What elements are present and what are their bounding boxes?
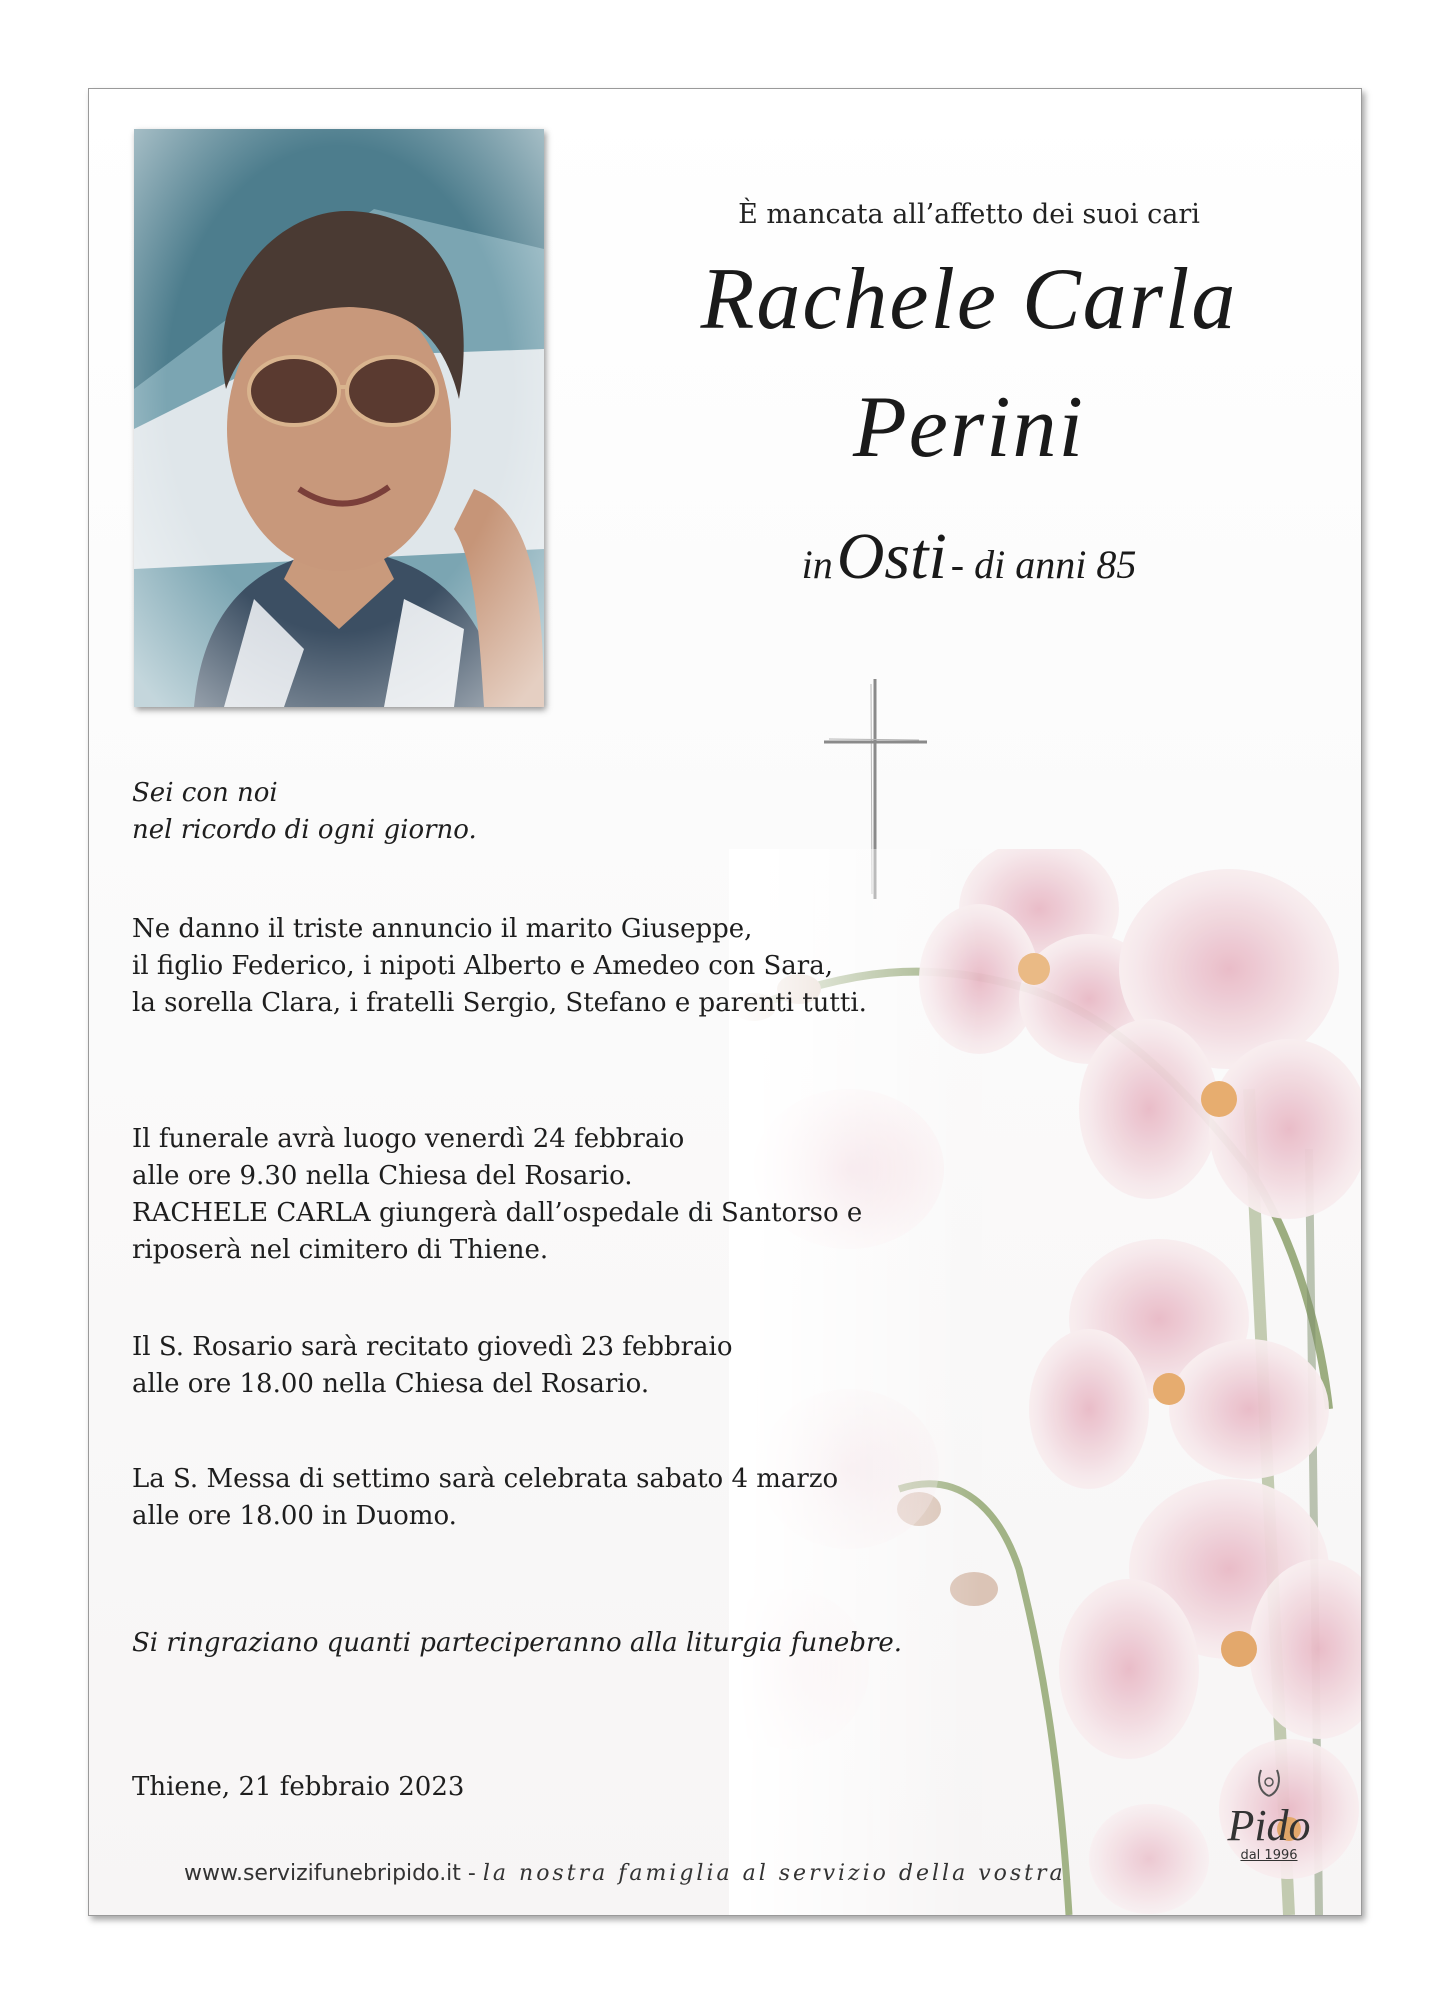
- married-name-line: [609, 519, 1329, 595]
- family-announcement: [132, 911, 867, 1022]
- funeral-line: RACHELE CARLA giungerà dall’ospedale di Santorso e: [132, 1198, 863, 1228]
- mass-line: La S. Messa di settimo sarà celebrata sabato 4 marzo: [132, 1464, 839, 1494]
- footer-separator: -: [460, 1861, 483, 1886]
- rosary-details: [132, 1329, 733, 1403]
- website-link[interactable]: www.servizifunebripido.it: [184, 1861, 461, 1886]
- funeral-line: Il funerale avrà luogo venerdì 24 febbraio: [132, 1124, 685, 1154]
- announcement-line: la sorella Clara, i fratelli Sergio, Stefano e parenti tutti.: [132, 988, 867, 1018]
- married-prefix: in: [801, 542, 833, 587]
- dedication-line: nel ricordo di ogni giorno.: [132, 815, 477, 845]
- wreath-icon: [1254, 1764, 1284, 1800]
- deceased-first-names: Rachele Carla: [700, 251, 1238, 348]
- mass-line: alle ore 18.00 in Duomo.: [132, 1501, 457, 1531]
- intro-text: È mancata all’affetto dei suoi cari: [738, 199, 1200, 230]
- dedication-verse: [132, 775, 477, 849]
- rosary-line: alle ore 18.00 nella Chiesa del Rosario.: [132, 1369, 650, 1399]
- place-and-date: Thiene, 21 febbraio 2023: [132, 1772, 465, 1802]
- age-text: - di anni 85: [950, 542, 1137, 587]
- deceased-surname: Perini: [853, 379, 1085, 476]
- portrait-illustration: [134, 129, 544, 707]
- obituary-notice: [88, 88, 1362, 1916]
- pido-logo: [1219, 1764, 1319, 1863]
- married-name: Osti: [836, 520, 947, 593]
- funeral-details: [132, 1121, 862, 1269]
- thanks-text: Si ringraziano quanti parteciperanno alla liturgia funebre.: [132, 1628, 903, 1658]
- announcement-line: il figlio Federico, i nipoti Alberto e Amedeo con Sara,: [132, 951, 833, 981]
- portrait-photo: [134, 129, 544, 707]
- logo-since: dal 1996: [1240, 1848, 1298, 1863]
- footer-tagline: la nostra famiglia al servizio della vostra: [482, 1861, 1066, 1886]
- funeral-line: alle ore 9.30 nella Chiesa del Rosario.: [132, 1161, 633, 1191]
- logo-brand: Pido: [1227, 1801, 1311, 1850]
- footer: [184, 1861, 1066, 1886]
- funeral-line: riposerà nel cimitero di Thiene.: [132, 1235, 549, 1265]
- rosary-line: Il S. Rosario sarà recitato giovedì 23 febbraio: [132, 1332, 733, 1362]
- announcement-line: Ne danno il triste annuncio il marito Giuseppe,: [132, 914, 753, 944]
- mass-details: [132, 1461, 838, 1535]
- dedication-line: Sei con noi: [132, 778, 278, 808]
